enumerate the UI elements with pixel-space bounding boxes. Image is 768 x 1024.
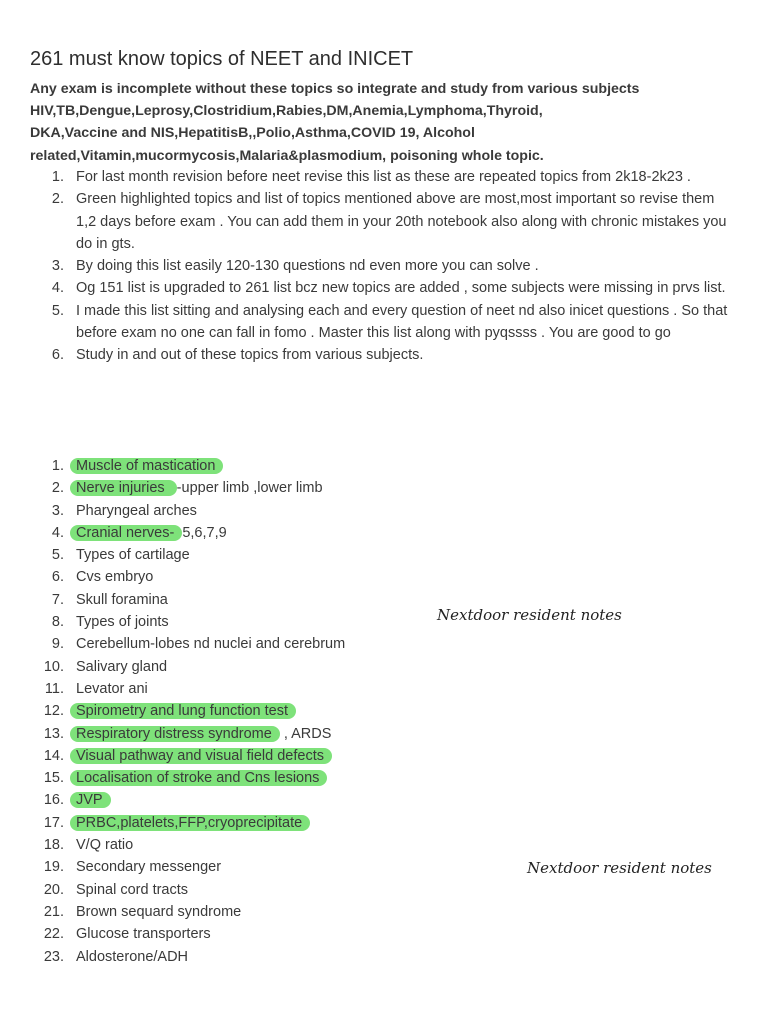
topic-text: -upper limb ,lower limb [176,480,323,497]
topic-text: Levator ani [76,680,148,697]
topic-text: Pharyngeal arches [76,502,197,519]
topic-number: 20. [43,881,64,898]
topic-item [0,700,768,722]
topic-number: 18. [43,837,64,854]
watermark-text: Nextdoor resident notes [437,606,622,624]
topic-item [0,589,768,611]
topic-item [0,879,768,901]
topic-item [0,745,768,767]
topic-item [0,901,768,923]
topic-number: 1. [51,458,64,474]
topic-number: 6. [51,569,64,586]
note-item [0,255,736,277]
topic-item [0,834,768,856]
topic-item [0,656,768,678]
topic-item [0,946,768,968]
topic-text: Cvs embryo [76,569,154,586]
topic-number: 8. [51,614,64,631]
note-item [0,344,736,366]
topic-number: 19. [43,859,64,876]
topic-text: Glucose transporters [76,926,211,943]
topic-item [0,455,768,477]
note-text: By doing this list easily 120-130 questions nd even more you can solve . [76,258,539,275]
topic-number: 11. [44,680,64,697]
topic-highlighted-text: Localisation of stroke and Cns lesions [70,770,327,786]
topic-text: Types of cartilage [76,547,190,564]
topic-item [0,812,768,834]
note-number: 3. [51,258,64,275]
note-number: 2. [51,191,64,208]
note-text: For last month revision before neet revise this list as these are repeated topics from 2k18-2k23 . [76,169,691,185]
topic-text: Cerebellum-lobes nd nuclei and cerebrum [76,636,346,653]
topic-text: Skull foramina [76,591,168,608]
note-number: 5. [51,302,64,319]
topic-item [0,923,768,945]
topic-highlighted-text: Muscle of mastication [70,458,223,474]
note-item [0,277,736,299]
topic-number: 2. [51,480,64,497]
topic-number: 22. [43,926,64,943]
note-text: Study in and out of these topics from various subjects. [76,347,424,364]
topic-text: V/Q ratio [76,837,134,854]
topic-item [0,500,768,522]
note-number: 6. [51,347,64,364]
topic-highlighted-text: Spirometry and lung function test [70,703,296,719]
topic-number: 4. [51,524,64,541]
notes-list [0,166,768,367]
note-item [0,300,736,345]
topic-number: 23. [43,948,64,965]
topic-text: Salivary gland [76,658,168,675]
topic-item [0,544,768,566]
topic-item [0,566,768,588]
topics-list [0,455,768,968]
intro-line: HIV,TB,Dengue,Leprosy,Clostridium,Rabies,DM,Anemia,Lymphoma,Thyroid, [30,103,543,120]
topic-text: Secondary messenger [76,859,222,876]
topic-item [0,767,768,789]
watermark-text: Nextdoor resident notes [527,859,712,877]
intro-line: DKA,Vaccine and NIS,HepatitisB,,Polio,Asthma,COVID 19, Alcohol [30,125,475,142]
note-number: 4. [51,280,64,297]
topic-text: Spinal cord tracts [76,881,189,898]
topic-item [0,633,768,655]
intro-line: Any exam is incomplete without these topics so integrate and study from various subjects [30,81,640,97]
intro-line: related,Vitamin,mucormycosis,Malaria&plasmodium, poisoning whole topic. [30,147,544,164]
topic-item [0,678,768,700]
topic-highlighted-text: Respiratory distress syndrome [70,726,280,742]
topic-number: 13. [43,725,64,742]
topic-number: 12. [43,703,64,720]
topic-number: 15. [43,770,64,787]
topic-text: Types of joints [76,614,169,631]
topic-number: 9. [51,636,64,653]
note-item [0,166,736,188]
topic-text: 5,6,7,9 [182,524,227,541]
topic-number: 21. [43,903,64,920]
topic-item [0,789,768,811]
topic-text: , ARDS [279,725,332,742]
topic-item [0,522,768,544]
note-number: 1. [51,169,64,185]
topic-number: 3. [51,502,64,519]
topic-highlighted-text: JVP [70,792,111,808]
note-text: Og 151 list is upgraded to 261 list bcz new topics are added , some subjects were missing in prvs list. [76,280,726,297]
topic-number: 7. [51,591,64,608]
note-text: Green highlighted topics and list of topics mentioned above are most,most important so revise them 1,2 days before exam . You can add them in your 20th notebook also along with chronic mistakes you do in gts. [76,191,727,252]
intro-paragraph [30,78,750,167]
note-item [0,188,736,255]
note-text: I made this list sitting and analysing each and every question of neet nd also inicet questions . So that before exam no one can fall in fomo . Master this list along with pyqssss . You are good to go [76,302,728,342]
topic-text: Brown sequard syndrome [76,903,242,920]
topic-item [0,611,768,633]
topic-number: 17. [43,814,64,831]
topic-item [0,477,768,499]
topic-number: 10. [43,658,64,675]
topic-highlighted-text: PRBC,platelets,FFP,cryoprecipitate [70,815,310,831]
page-title: 261 must know topics of NEET and INICET [30,48,414,70]
topic-number: 5. [51,547,64,564]
topic-highlighted-text: Visual pathway and visual field defects [70,748,332,764]
topic-number: 14. [43,747,64,764]
topic-number: 16. [43,792,64,809]
topic-text: Aldosterone/ADH [76,948,189,965]
topic-highlighted-text: Cranial nerves- [70,525,182,541]
topic-highlighted-text: Nerve injuries [70,480,177,496]
topic-item [0,723,768,745]
